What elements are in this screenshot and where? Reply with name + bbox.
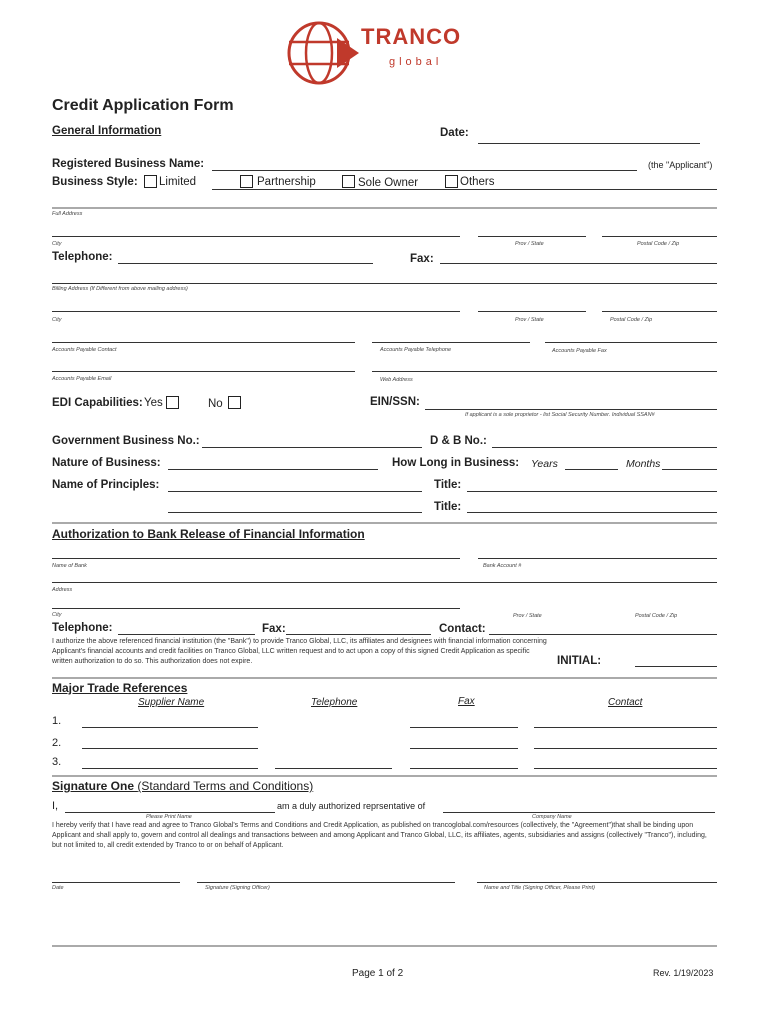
contact-header: Contact: [608, 697, 643, 708]
principle-2-field[interactable]: [168, 512, 422, 513]
title-2-field[interactable]: [467, 512, 717, 513]
print-name-field[interactable]: [65, 812, 275, 813]
billing-prov-field[interactable]: [478, 311, 586, 312]
gov-no-label: Government Business No.:: [52, 435, 200, 447]
bank-postal-label: Postal Code / Zip: [635, 613, 678, 619]
gov-no-field[interactable]: [202, 447, 422, 448]
limited-checkbox[interactable]: [144, 175, 157, 188]
dnb-label: D & B No.:: [430, 435, 487, 447]
ap-fax-label: Accounts Payable Fax: [552, 348, 607, 354]
telephone-header: Telephone: [311, 697, 358, 708]
divider: [52, 775, 717, 777]
principle-1-field[interactable]: [168, 491, 422, 492]
signature-heading-bold: Signature One: [52, 779, 135, 793]
ref-2-number: 2.: [52, 737, 62, 749]
years-field[interactable]: [565, 469, 618, 470]
city-label: City: [52, 241, 62, 247]
full-address-label: Full Address: [52, 211, 83, 217]
edi-label: EDI Capabilities:: [52, 397, 143, 409]
divider: [52, 677, 717, 679]
title-1-label: Title:: [434, 479, 462, 491]
postal-field[interactable]: [602, 236, 717, 237]
revision: Rev. 1/19/2023: [653, 968, 714, 978]
limited-label: Limited: [159, 176, 197, 188]
bank-city-field[interactable]: [52, 608, 460, 609]
ein-note: If applicant is a sole proprietor - list Social Security Number. Individual SSAN#: [465, 412, 655, 418]
months-label: Months: [626, 458, 661, 470]
globe-logo-icon: [285, 18, 365, 88]
ap-email-field[interactable]: [52, 371, 355, 372]
how-long-label: How Long in Business:: [392, 457, 520, 469]
sig-name-title-field[interactable]: [477, 882, 717, 883]
company-name-label: Company Name: [532, 814, 572, 820]
ap-telephone-label: Accounts Payable Telephone: [380, 347, 452, 353]
business-style-label: Business Style:: [52, 176, 138, 188]
bank-account-label: Bank Account #: [483, 563, 522, 569]
company-name-field[interactable]: [443, 812, 715, 813]
telephone-field[interactable]: [118, 263, 373, 264]
bank-fax-field[interactable]: [286, 634, 431, 635]
prov-label-2: Prov / State: [515, 317, 544, 323]
bank-heading: Authorization to Bank Release of Financial Information: [52, 527, 365, 541]
others-label: Others: [460, 176, 495, 188]
bank-fax-label: Fax:: [262, 623, 286, 635]
title-2-label: Title:: [434, 501, 462, 513]
ref-1-supplier[interactable]: [82, 727, 258, 728]
date-field[interactable]: [478, 143, 700, 144]
sole-owner-checkbox[interactable]: [342, 175, 355, 188]
edi-yes-label: Yes: [144, 397, 163, 409]
logo-text: TRANCO: [361, 24, 462, 49]
print-name-label: Please Print Name: [146, 814, 192, 820]
ref-3-fax[interactable]: [410, 768, 518, 769]
bank-city-label: City: [52, 612, 62, 618]
web-address-field[interactable]: [372, 371, 717, 372]
ref-2-fax[interactable]: [410, 748, 518, 749]
ref-1-fax[interactable]: [410, 727, 518, 728]
divider: [52, 283, 717, 284]
ap-telephone-field[interactable]: [372, 342, 530, 343]
ref-1-number: 1.: [52, 715, 62, 727]
divider: [52, 522, 717, 524]
prov-label: Prov / State: [515, 241, 544, 247]
initial-label: INITIAL:: [557, 655, 602, 667]
fax-field[interactable]: [440, 263, 717, 264]
sig-signature-label: Signature (Signing Officer): [205, 885, 270, 891]
supplier-header: Supplier Name: [138, 697, 205, 708]
telephone-label: Telephone:: [52, 251, 113, 263]
billing-address-label: Billing Address (If Different from above mailing address): [52, 286, 188, 292]
full-address-field[interactable]: [52, 236, 460, 237]
title-1-field[interactable]: [467, 491, 717, 492]
ein-label: EIN/SSN:: [370, 396, 420, 408]
sig-i-label: I,: [52, 800, 59, 812]
ref-3-contact[interactable]: [534, 768, 717, 769]
registered-name-label: Registered Business Name:: [52, 158, 205, 170]
edi-yes-checkbox[interactable]: [166, 396, 179, 409]
postal-label-2: Postal Code / Zip: [610, 317, 653, 323]
postal-label: Postal Code / Zip: [637, 241, 680, 247]
sig-name-title-label: Name and Title (Signing Officer, Please Print): [484, 885, 595, 891]
others-checkbox[interactable]: [445, 175, 458, 188]
refs-heading: Major Trade References: [52, 681, 188, 695]
signature-heading-rest: (Standard Terms and Conditions): [137, 779, 314, 793]
applicant-note: (the "Applicant"): [648, 160, 713, 170]
bank-address-line: [52, 582, 717, 583]
sig-date-label: Date: [52, 885, 64, 891]
bank-contact-field[interactable]: [489, 634, 717, 635]
ref-3-telephone[interactable]: [275, 768, 392, 769]
bank-telephone-label: Telephone:: [52, 622, 113, 634]
nature-label: Nature of Business:: [52, 457, 161, 469]
divider: [52, 207, 717, 209]
ap-fax-field[interactable]: [545, 342, 717, 343]
bank-authorization-text: I authorize the above referenced financial institution (the "Bank") to provide Tranco Global, LLC, its affiliates and designees with financial information concerning Applicant's financial accounts and credit facilities on Tranco Global, LLC written request and to act upon a copy of this signed Credit Application as specific written authorization to do so. This authorization does not expire.: [52, 638, 547, 665]
bank-name-label: Name of Bank: [52, 563, 87, 569]
logo-subtext: global: [389, 56, 443, 68]
ref-1-contact[interactable]: [534, 727, 717, 728]
authorized-text: am a duly authorized reprsentative of: [277, 801, 426, 811]
prov-field[interactable]: [478, 236, 586, 237]
bank-address-label: Address: [52, 587, 73, 593]
bank-prov-label: Prov / State: [513, 613, 542, 619]
nature-field[interactable]: [168, 469, 378, 470]
months-field[interactable]: [662, 469, 717, 470]
edi-no-checkbox[interactable]: [228, 396, 241, 409]
sole-owner-label: Sole Owner: [358, 177, 419, 189]
principles-label: Name of Principles:: [52, 479, 160, 491]
business-style-line: [212, 189, 717, 190]
fax-header: Fax: [458, 696, 475, 707]
tranco-logo: [285, 18, 465, 88]
partnership-label: Partnership: [257, 176, 316, 188]
billing-postal-field[interactable]: [602, 311, 717, 312]
ref-3-number: 3.: [52, 756, 62, 768]
city-label-2: City: [52, 317, 62, 323]
initial-field[interactable]: [635, 666, 717, 667]
bank-name-field[interactable]: [52, 558, 460, 559]
page-title: Credit Application Form: [52, 97, 234, 114]
registered-name-field[interactable]: [212, 170, 637, 171]
ref-2-contact[interactable]: [534, 748, 717, 749]
fax-label: Fax:: [410, 253, 434, 265]
billing-address-field[interactable]: [52, 311, 460, 312]
years-label: Years: [531, 458, 558, 470]
ap-email-label: Accounts Payable Email: [52, 376, 112, 382]
ein-field[interactable]: [425, 409, 717, 410]
edi-no-label: No: [208, 398, 223, 410]
ap-contact-field[interactable]: [52, 342, 355, 343]
bank-contact-label: Contact:: [439, 623, 486, 635]
dnb-field[interactable]: [492, 447, 717, 448]
terms-text: I hereby verify that I have read and agree to Tranco Global's Terms and Conditions and Credit Application, as published on trancoglobal.com/resources (collectively, the "Agreement")that shall be binding upon Applicant and shall apply to, govern and control all dealings and transactions between and among Applicant and Tranco Global, LLC, its affiliates, agents, subsidiaries and assigns (collectively "Tranco"), including, but not limited to, all credit extended by Tranco to or on behalf of Applicant.: [52, 822, 707, 849]
sig-signature-field[interactable]: [197, 882, 455, 883]
ap-contact-label: Accounts Payable Contact: [52, 347, 117, 353]
footer-divider: [52, 945, 717, 947]
date-label: Date:: [440, 127, 469, 139]
signature-heading: [52, 779, 313, 793]
sig-date-field[interactable]: [52, 882, 180, 883]
ref-2-supplier[interactable]: [82, 748, 258, 749]
general-info-heading: General Information: [52, 125, 162, 137]
ref-3-supplier[interactable]: [82, 768, 258, 769]
bank-telephone-field[interactable]: [118, 634, 255, 635]
partnership-checkbox[interactable]: [240, 175, 253, 188]
page-number: Page 1 of 2: [352, 968, 404, 979]
web-address-label: Web Address: [380, 377, 413, 383]
bank-account-field[interactable]: [478, 558, 717, 559]
